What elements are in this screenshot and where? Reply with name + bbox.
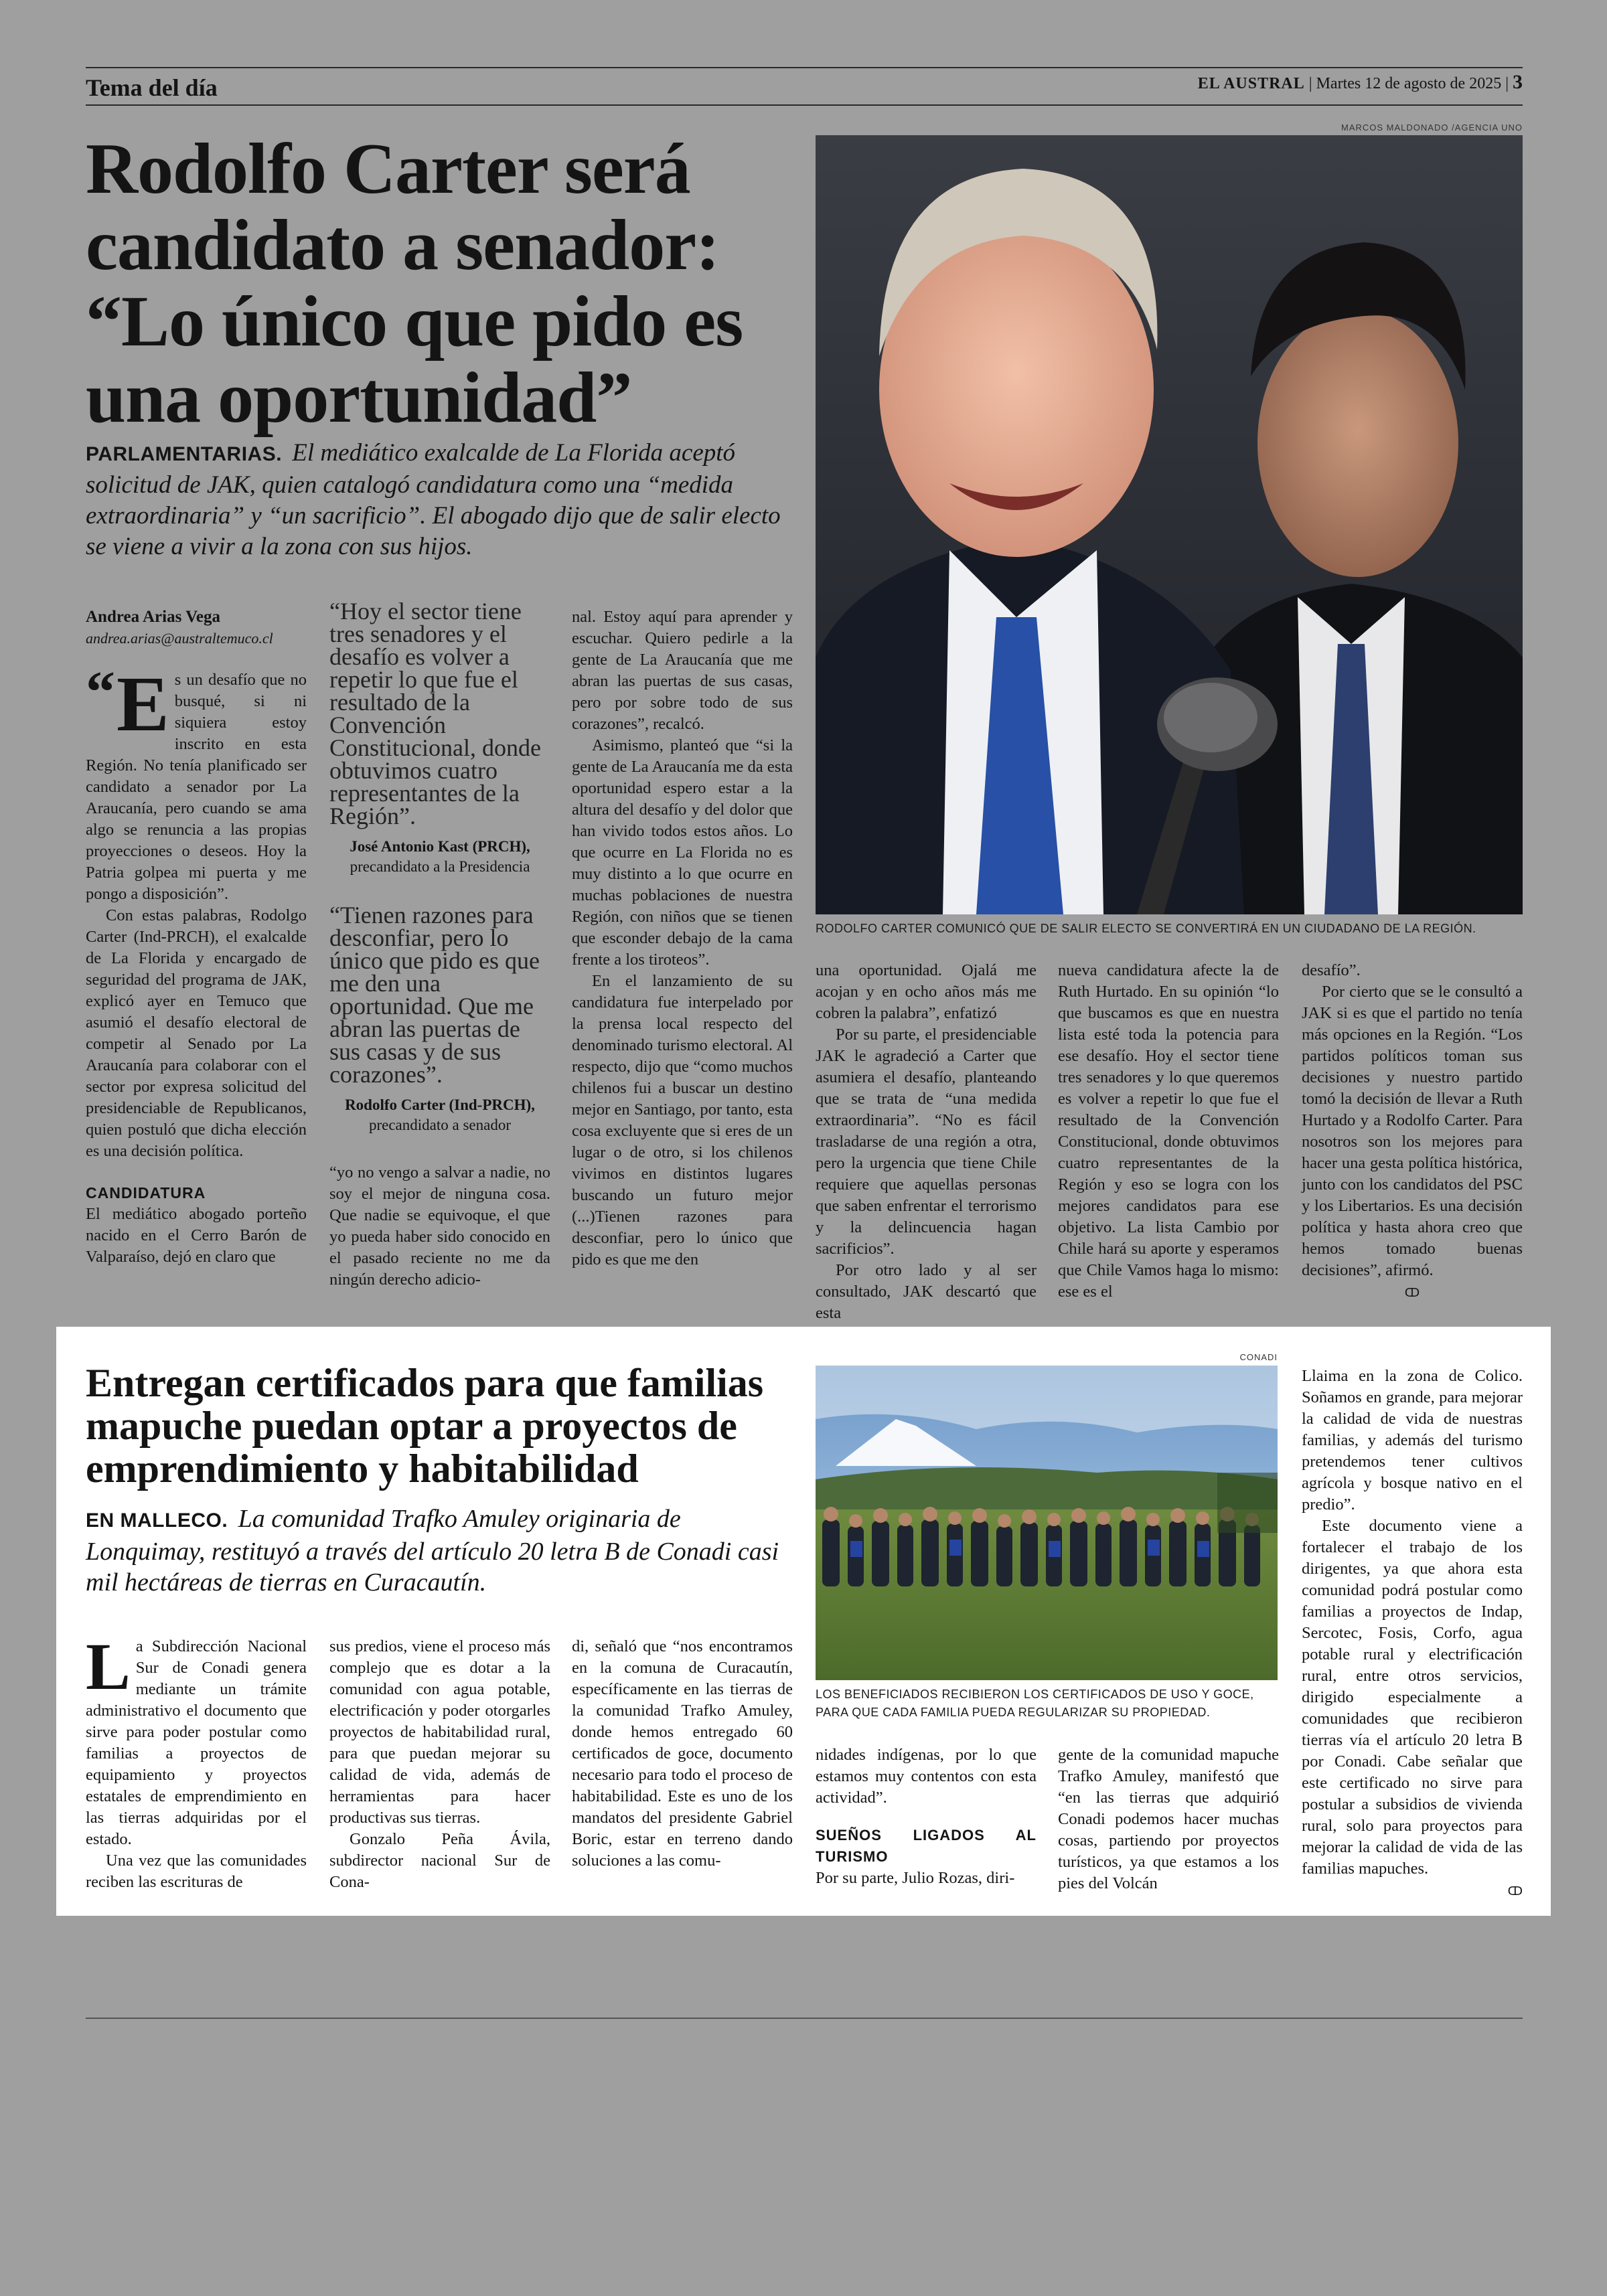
header-bottom-rule — [86, 104, 1523, 106]
story1-col3-paragraph-2: Asimismo, planteó que “si la gente de La Araucanía me da esta oportunidad espero estar a la altura del desafío y del dolor que han vivido todos estos años. Lo que ocurre en La Florida no es muy distinto a lo que ocurre en muchas poblaciones de nuestra Región, con niños que se tienen que esconder debajo de la cama frente a los tiroteos”. — [572, 736, 793, 969]
story1-lead-text: El mediático exalcalde de La Florida aceptó solicitud de JAK, quien catalogó candidatura como una “medida extraordinaria” y “un sacrificio”. El abogado dijo que de salir electo se viene a vivir a la zona con sus hijos. — [86, 439, 781, 560]
story1-col4-paragraph-3: Por otro lado y al ser consultado, JAK descartó que esta — [816, 1261, 1037, 1322]
story1-column-4 — [816, 960, 1037, 1324]
story1-col2-paragraph-1: “yo no vengo a salvar a nadie, no soy el mejor de ninguna cosa. Que nadie se equivoque, el que yo pueda haber sido conocido en el pasado reciente no me da ningún derecho adicio- — [329, 1163, 550, 1289]
quote-mark-icon: “ — [86, 660, 115, 725]
story2-col4-paragraph-1: nidades indígenas, por lo que estamos muy contentos con esta actividad”. — [816, 1746, 1037, 1807]
story1-quote-2: “Tienen razones para desconfiar, pero lo único que pido es que me den una oportunidad. Que me abran las puertas de sus casas y de sus corazones”. — [329, 902, 540, 1088]
story2-col6-paragraph-1: Llaima en la zona de Colico. Soñamos en grande, para mejorar la calidad de vida de nuestras familias, y además del turismo pretendemos tener cultivos agrícola y bosque nativo en el predio”. — [1302, 1367, 1523, 1513]
story2-col1-paragraph-2: Una vez que las comunidades reciben las escrituras de — [86, 1852, 307, 1891]
story1-quote-1: “Hoy el sector tiene tres senadores y el desafío es volver a repetir lo que fue el resultado de la Convención Constitucional, donde obtuvimos cuatro representantes de la Región”. — [329, 598, 541, 829]
story2-col4-paragraph-2: Por su parte, Julio Rozas, diri- — [816, 1869, 1015, 1887]
story1-quote-1-role: precandidato a la Presidencia — [350, 858, 530, 875]
story1-headline: Rodolfo Carter será candidato a senador: “Lo único que pido es una oportunidad” — [86, 129, 743, 438]
story2-lead-text: La comunidad Trafko Amuley originaria de Lonquimay, restituyó a través del artículo 20 letra B de Conadi casi mil hectáreas de tierras en Curacautín. — [86, 1505, 779, 1596]
story2-column-5 — [1058, 1744, 1279, 1894]
publication-name: EL AUSTRAL — [1197, 75, 1305, 92]
story1-col5-paragraph-1: nueva candidatura afecte la de Ruth Hurtado. En su opinión “lo que buscamos es que en nuestra lista esté toda la potencia para ese desafío. Hoy el sector tiene tres senadores y lo que queremos es volver a repetir lo que fue el resultado de la Convención Constitucional, donde obtuvimos cuatro representantes de la Región y eso se logra con los mejores candidatos para ese objetivo. La lista Cambio por Chile hará su aporte y esperamos que Chile Vamos haga lo mismo: ese es el — [1058, 961, 1279, 1301]
story2-col1-paragraph-1: La Subdirección Nacional Sur de Conadi genera mediante un trámite administrativo el documento que sirve para poder postular como familias a proyectos de equipamiento y proyectos estatales de emprendimiento en las tierras adquiridas por el estado. — [86, 1629, 307, 1848]
story1-column-2 — [329, 600, 550, 1291]
story1-col6-paragraph-2: Por cierto que se le consultó a JAK si es que el partido no tenía más opciones en la Región. “Los partidos políticos toman sus decisiones y nuestro partido tomó la decisión de llevar a Ruth Hurtado y a Rodolfo Carter. Para nosotros son los mejores para hacer una gesta política histórica, junto con los candidatos del PSC y los Libertarios. Es una decisión política y hasta ahora creo que hemos tomado buenas decisiones”, afirmó. — [1302, 983, 1523, 1279]
story1-photo-credit: MARCOS MALDONADO /AGENCIA UNO — [1341, 122, 1523, 133]
story1-quote-1-attribution — [329, 837, 550, 877]
story1-photo-illustration — [816, 135, 1523, 914]
story2-photo — [816, 1366, 1278, 1680]
story1-col4-paragraph-2: Por su parte, el presidenciable JAK le agradeció a Carter que asumiera el desafío, planteando que se trata de “una medida extraordinaria”. “No es fácil trasladarse de una región a otra, pero la urgencia que tiene Chile requiere que aquellas personas que saben enfrentar el terrorismo y la delincuencia hagan sacrificios”. — [816, 1026, 1037, 1258]
story1-col2-text — [329, 1162, 550, 1291]
story2-lead — [86, 1503, 795, 1598]
publication-date: Martes 12 de agosto de 2025 — [1316, 75, 1502, 92]
header-separator: | — [1308, 75, 1312, 92]
section-label: Tema del día — [86, 74, 218, 101]
story2-dropcap: L — [86, 1629, 131, 1704]
story1-col4-paragraph-1: una oportunidad. Ojalá me acojan y en ocho años más me cobren la palabra”, enfatizó — [816, 961, 1037, 1022]
story1-quote-2-name: Rodolfo Carter (Ind-PRCH), — [345, 1096, 535, 1113]
story2-photo-illustration — [816, 1366, 1278, 1680]
story1-col1-paragraph-1: “ E s un desafío que no busqué, si ni siquiera estoy inscrito en esta Región. No tenía planificado ser candidato a senador por La Araucanía, pero cuando se ama algo se renuncia a las propias proyecciones o deseos. Hoy la Patria golpea mi puerta y me pongo a disposición”. — [86, 660, 307, 903]
story2-col2-paragraph-1: sus predios, viene el proceso más complejo que es dotar a la comunidad con agua potable, electrificación y poder otorgarles proyectos de habitabilidad rural, para que puedan mejorar su calidad de vida, además de herramientas para hacer productivas sus tierras. — [329, 1637, 550, 1827]
story2-subtitle-suenos: SUEÑOS LIGADOS AL TURISMO — [816, 1827, 1037, 1865]
header-separator: | — [1505, 75, 1509, 92]
page-number: 3 — [1513, 71, 1523, 93]
story1-author-name: Andrea Arias Vega — [86, 608, 220, 626]
story2-col5-paragraph-1: gente de la comunidad mapuche Trafko Amuley, manifestó que “en las tierras que adquirió Conadi podemos hacer muchas cosas, partiendo por proyectos turísticos, ya que estamos a los pies del Volcán — [1058, 1746, 1279, 1892]
story1-quote-1-name: José Antonio Kast (PRCH), — [350, 838, 530, 855]
story2-photo-credit: CONADI — [1239, 1352, 1278, 1362]
story2-column-3 — [572, 1636, 793, 1872]
story2-headline: Entregan certificados para que familias mapuche puedan optar a proyectos de emprendimiento y habitabilidad — [86, 1361, 764, 1491]
story2-column-6 — [1302, 1366, 1523, 1902]
story1-col1-paragraph-2: Con estas palabras, Rodolgo Carter (Ind-PRCH), el exalcalde de La Florida y encargado de seguridad del programa de JAK, explicó ayer en Temuco que asumió el desafío electoral de competir al Senado por La Araucanía para colaborar con el sector por expresa solicitud del presidenciable de Republicanos, quien postuló que dicha elección es una decisión política. — [86, 906, 307, 1160]
story1-lead-tag: PARLAMENTARIAS. — [86, 443, 283, 465]
page-header-info — [1071, 71, 1523, 94]
story1-quote-2-role: precandidato a senador — [368, 1117, 511, 1133]
story2-col2-paragraph-2: Gonzalo Peña Ávila, subdirector nacional Sur de Cona- — [329, 1830, 550, 1891]
page-bottom-rule — [86, 2018, 1523, 2019]
story2-photo-caption: LOS BENEFICIADOS RECIBIERON LOS CERTIFICADOS DE USO Y GOCE, PARA QUE CADA FAMILIA PUEDA REGULARIZAR SU PROPIEDAD. — [816, 1688, 1254, 1719]
story2-lead-tag: EN MALLECO. — [86, 1509, 228, 1532]
story1-col3-paragraph-1: nal. Estoy aquí para aprender y escuchar. Quiero pedirle a la gente de La Araucanía que me abran las puertas de sus casas, pero por sobre todo de sus corazones”, recalcó. — [572, 608, 793, 733]
story1-quote-2-attribution — [329, 1095, 550, 1135]
story1-column-1 — [86, 606, 307, 1268]
story1-col3-paragraph-3: En el lanzamiento de su candidatura fue interpelado por la prensa local respecto del denominado turismo electoral. Al respecto, dijo que “como muchos chilenos fui a buscar un destino mejor en Santiago, por tanto, esta cosa excluyente que si eres de un lugar o de otro, si los chilenos vivimos en distintos lugares buscando un futuro mejor (...)Tienen razones para desconfiar, pero lo único que pido es que me den — [572, 972, 793, 1268]
story1-column-3 — [572, 606, 793, 1270]
story1-col1-paragraph-3: El mediático abogado porteño nacido en el Cerro Barón de Valparaíso, dejó en claro que — [86, 1205, 307, 1266]
story2-end-mark-icon: ↀ — [1507, 1884, 1523, 1898]
story1-photo-caption: RODOLFO CARTER COMUNICÓ QUE DE SALIR ELECTO SE CONVERTIRÁ EN UN CIUDADANO DE LA REGIÓN. — [816, 922, 1476, 935]
story1-dropcap: E — [117, 660, 169, 748]
story1-author-email: andrea.arias@australtemuco.cl — [86, 630, 273, 647]
story2-column-2 — [329, 1636, 550, 1893]
header-top-rule — [86, 67, 1523, 68]
story1-column-6 — [1302, 960, 1523, 1304]
story2-col3-paragraph-1: di, señaló que “nos encontramos en la comuna de Curacautín, específicamente en las tierras de la comunidad Trafko Amuley, donde hemos entregado 60 certificados de goce, documento necesario para todo el proceso de habitabilidad. Este es uno de los mandatos del presidente Gabriel Boric, estar en terreno dando soluciones a las comu- — [572, 1637, 793, 1870]
story1-photo — [816, 135, 1523, 914]
story1-subtitle-candidatura: CANDIDATURA — [86, 1184, 206, 1202]
story2-col6-paragraph-2: Este documento viene a fortalecer el trabajo de los dirigentes, ya que ahora esta comunidad podrá postular como familias a proyectos de Indap, Sercotec, Fosis, Corfo, agua potable rural y electrificación rural, entre otros servicios, dirigido especialmente a comunidades que recibieron tierras vía el artículo 20 letra B por Conadi. Cabe señalar que este certificado no sirve para postular a subsidios de vivienda rural, solo para proyectos para mejorar la calidad de vida de las familias mapuches. — [1302, 1517, 1523, 1878]
story2-column-1 — [86, 1629, 307, 1893]
story1-end-mark-icon: ↀ — [1404, 1286, 1420, 1300]
story1-column-5 — [1058, 960, 1279, 1303]
story2-column-4 — [816, 1744, 1037, 1889]
story1-col6-paragraph-1: desafío”. — [1302, 961, 1361, 979]
story1-lead — [86, 438, 795, 562]
